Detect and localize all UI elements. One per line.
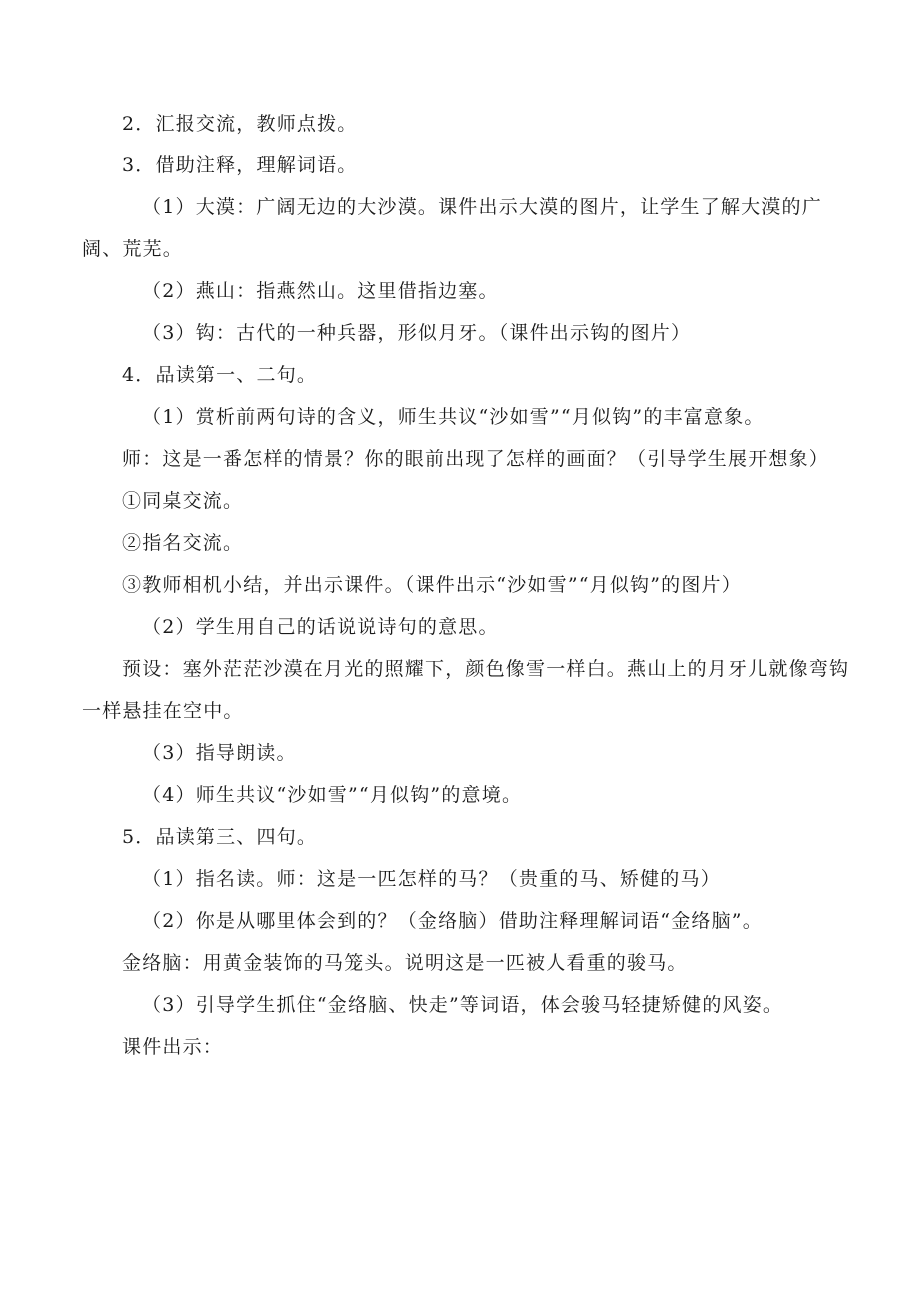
paragraph-7: （1）赏析前两句诗的含义，师生共议“沙如雪”“月似钩”的丰富意象。 — [142, 406, 765, 428]
paragraph-2: 3．借助注释，理解词语。 — [122, 154, 358, 176]
paragraph-3: （1）大漠：广阔无边的大沙漠。课件出示大漠的图片，让学生了解大漠的广阔、荒芜。 — [82, 196, 822, 260]
paragraph-1: 2．汇报交流，教师点拨。 — [122, 113, 358, 135]
paragraph-10: ②指名交流。 — [122, 532, 244, 554]
paragraph-4: （2）燕山：指燕然山。这里借指边塞。 — [142, 280, 499, 302]
paragraph-15: （4）师生共议“沙如雪”“月似钩”的意境。 — [142, 784, 523, 806]
paragraph-19: 金络脑：用黄金装饰的马笼头。说明这是一匹被人看重的骏马。 — [122, 952, 688, 974]
paragraph-17: （1）指名读。师：这是一匹怎样的马？（贵重的马、矫健的马） — [142, 868, 721, 890]
paragraph-12: （2）学生用自己的话说说诗句的意思。 — [142, 616, 499, 638]
paragraph-8: 师：这是一番怎样的情景？你的眼前出现了怎样的画面？（引导学生展开想象） — [122, 448, 830, 470]
paragraph-13: 预设：塞外茫茫沙漠在月光的照耀下，颜色像雪一样白。燕山上的月牙儿就像弯钩一样悬挂在空中。 — [82, 658, 850, 722]
paragraph-9: ①同桌交流。 — [122, 490, 244, 512]
paragraph-6: 4．品读第一、二句。 — [122, 364, 318, 386]
paragraph-5: （3）钩：古代的一种兵器，形似月牙。（课件出示钩的图片） — [142, 322, 692, 344]
paragraph-18: （2）你是从哪里体会到的？（金络脑）借助注释理解词语“金络脑”。 — [142, 910, 763, 932]
paragraph-16: 5．品读第三、四句。 — [122, 826, 318, 848]
paragraph-14: （3）指导朗读。 — [142, 742, 297, 764]
paragraph-11: ③教师相机小结，并出示课件。（课件出示“沙如雪”“月似钩”的图片） — [122, 574, 742, 596]
paragraph-21: 课件出示： — [122, 1036, 224, 1058]
paragraph-20: （3）引导学生抓住“金络脑、快走”等词语，体会骏马轻捷矫健的风姿。 — [142, 994, 784, 1016]
